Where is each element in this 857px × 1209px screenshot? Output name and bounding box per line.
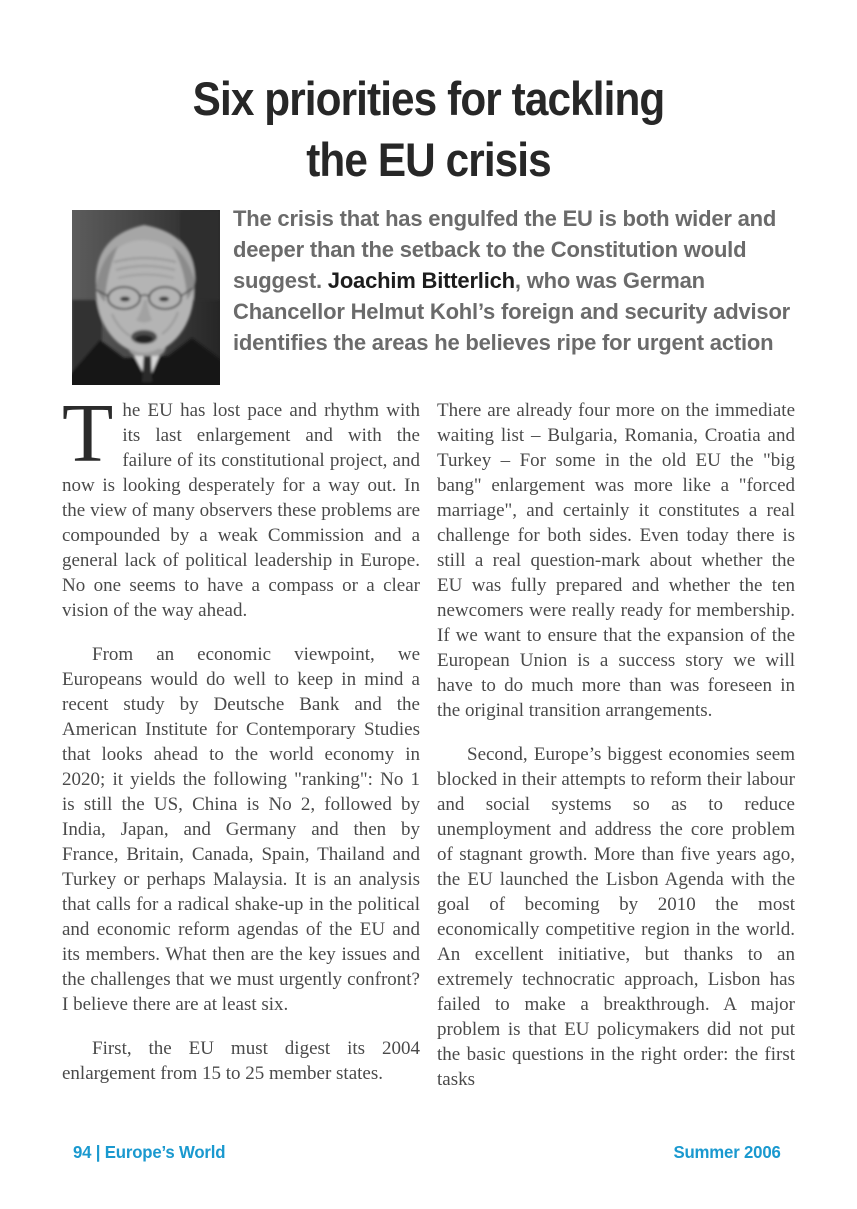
standfirst-text-after: , who was German Chancellor Helmut Kohl’s foreign and security advisor identifies the areas he believes ripe for urgent action	[233, 268, 791, 355]
standfirst	[233, 203, 793, 358]
author-photo-graphic	[72, 210, 220, 385]
paragraph-2: From an economic viewpoint, we Europeans would do well to keep in mind a recent study by Deutsche Bank and the American Institute for Contemporary Studies that looks ahead to the world economy in 2020; it yields the following "ranking": No 1 is still the US, China is No 2, followed by India, Japan, and Germany and then by France, Britain, Canada, Spain, Thailand and Turkey or perhaps Malaysia. It is an analysis that calls for a radical shake-up in the political and economic reform agendas of the EU and its members. What then are the key issues and the challenges that we must urgently confront? I believe there are at least six.	[62, 644, 420, 1015]
body-column-right	[437, 398, 795, 1111]
paragraph-1	[62, 387, 420, 623]
dropcap-letter: T	[62, 387, 114, 480]
footer-issue-date: Summer 2006	[673, 1142, 781, 1162]
author-photo	[72, 210, 220, 385]
article-title-line1: Six priorities for tackling	[192, 72, 665, 125]
article-title-line2: the EU crisis	[306, 133, 551, 186]
paragraph-3: First, the EU must digest its 2004 enlargement from 15 to 25 member states.	[62, 1038, 420, 1084]
body-column-left	[62, 387, 420, 1105]
paragraph-4: There are already four more on the immediate waiting list – Bulgaria, Romania, Croatia and Turkey – For some in the old EU the "big bang" enlargement was more like a "forced marriage", and certainly it constitutes a real challenge for both sides. Even today there is still a real question-mark about whether the EU was fully prepared and whether the ten newcomers were really ready for membership. If we want to ensure that the expansion of the European Union is a success story we will have to do much more than was foreseen in the original transition arrangements.	[437, 400, 795, 721]
footer-page-number: 94 | Europe’s World	[73, 1142, 226, 1162]
paragraph-5: Second, Europe’s biggest economies seem blocked in their attempts to reform their labour and social systems so as to reduce unemployment and address the core problem of stagnant growth. More than five years ago, the EU launched the Lisbon Agenda with the goal of becoming by 2010 the most economically competitive region in the world. An excellent initiative, but thanks to an extremely technocratic approach, Lisbon has failed to make a breakthrough. A major problem is that EU policymakers did not put the basic questions in the right order: the first tasks	[437, 744, 795, 1090]
author-name: Joachim Bitterlich	[327, 268, 515, 293]
article-title	[43, 68, 814, 190]
standfirst-text-before: The crisis that has engulfed the EU is both wider and deeper than the setback to the Constitution would suggest.	[233, 206, 777, 293]
paragraph-1-text: he EU has lost pace and rhythm with its last enlargement and with the failure of its constitutional project, and now is looking desperately for a way out. In the view of many observers these problems are compounded by a weak Commission and a general lack of political leadership in Europe. No one seems to have a compass or a clear vision of the way ahead.	[62, 400, 420, 621]
